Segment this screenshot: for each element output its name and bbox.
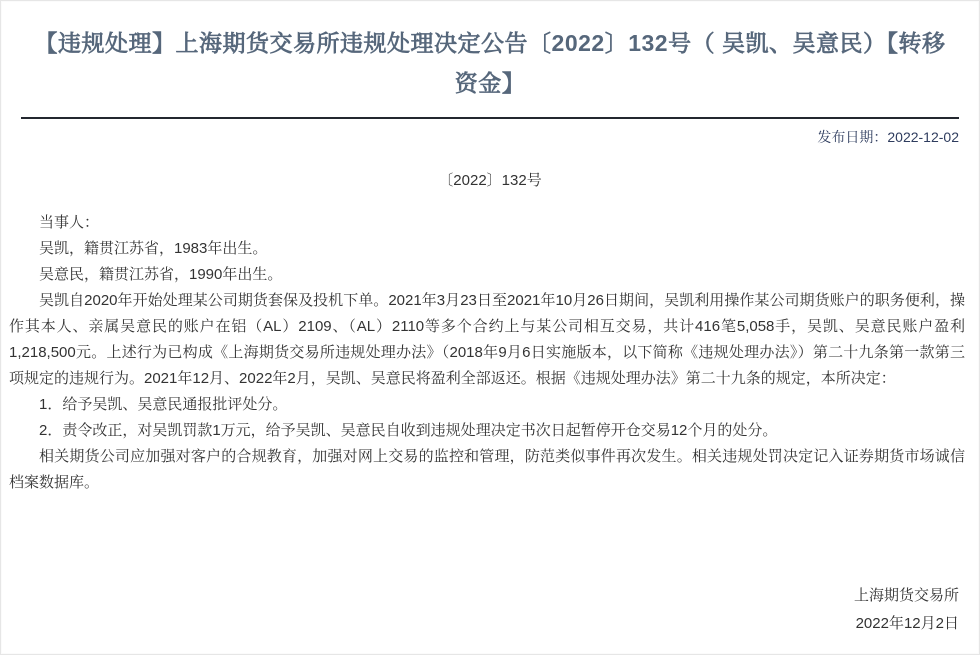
paragraph-violation-facts: 吴凯自2020年开始处理某公司期货套保及投机下单。2021年3月23日至2021年10月26日期间，吴凯利用操作某公司期货账户的职务便利，操作其本人、亲属吴意民的账户在铝（AL）2109、（AL）2110等多个合约上与某公司相互交易，共计416笔5,058手，吴凯、吴意民账户盈利1,218,500元。上述行为已构成《上海期货交易所违规处理办法》（2018年9月6日实施版本，以下简称《违规处理办法》）第二十九条第一款第三项规定的违规行为。2021年12月、2022年2月，吴凯、吴意民将盈利全部返还。根据《违规处理办法》第二十九条的规定，本所决定： [9, 292, 965, 387]
paragraph-party-2: 吴意民，籍贯江苏省，1990年出生。 [39, 266, 283, 283]
page-title: 【违规处理】上海期货交易所违规处理决定公告〔2022〕132号（ 吴凯、吴意民）【转移资金】 [34, 30, 946, 96]
signature-org: 上海期货交易所 [853, 587, 959, 604]
title-divider [21, 117, 959, 119]
paragraph-party-1: 吴凯，籍贯江苏省，1983年出生。 [39, 240, 268, 257]
paragraph-decision-1: 1．给予吴凯、吴意民通报批评处分。 [39, 396, 288, 413]
document-body [9, 210, 965, 496]
paragraph-closing-note: 相关期货公司应加强对客户的合规教育，加强对网上交易的监控和管理，防范类似事件再次发生。相关违规处罚决定记入证券期货市场诚信档案数据库。 [9, 448, 965, 491]
document-number: 〔2022〕132号 [438, 172, 542, 189]
paragraph-parties-label: 当事人： [39, 214, 100, 231]
publish-date: 发布日期：2022-12-02 [817, 129, 959, 145]
signature-block [854, 582, 959, 638]
signature-date: 2022年12月2日 [855, 615, 959, 632]
paragraph-decision-2: 2．责令改正，对吴凯罚款1万元，给予吴凯、吴意民自收到违规处理决定书次日起暂停开仓交易12个月的处分。 [39, 422, 778, 439]
